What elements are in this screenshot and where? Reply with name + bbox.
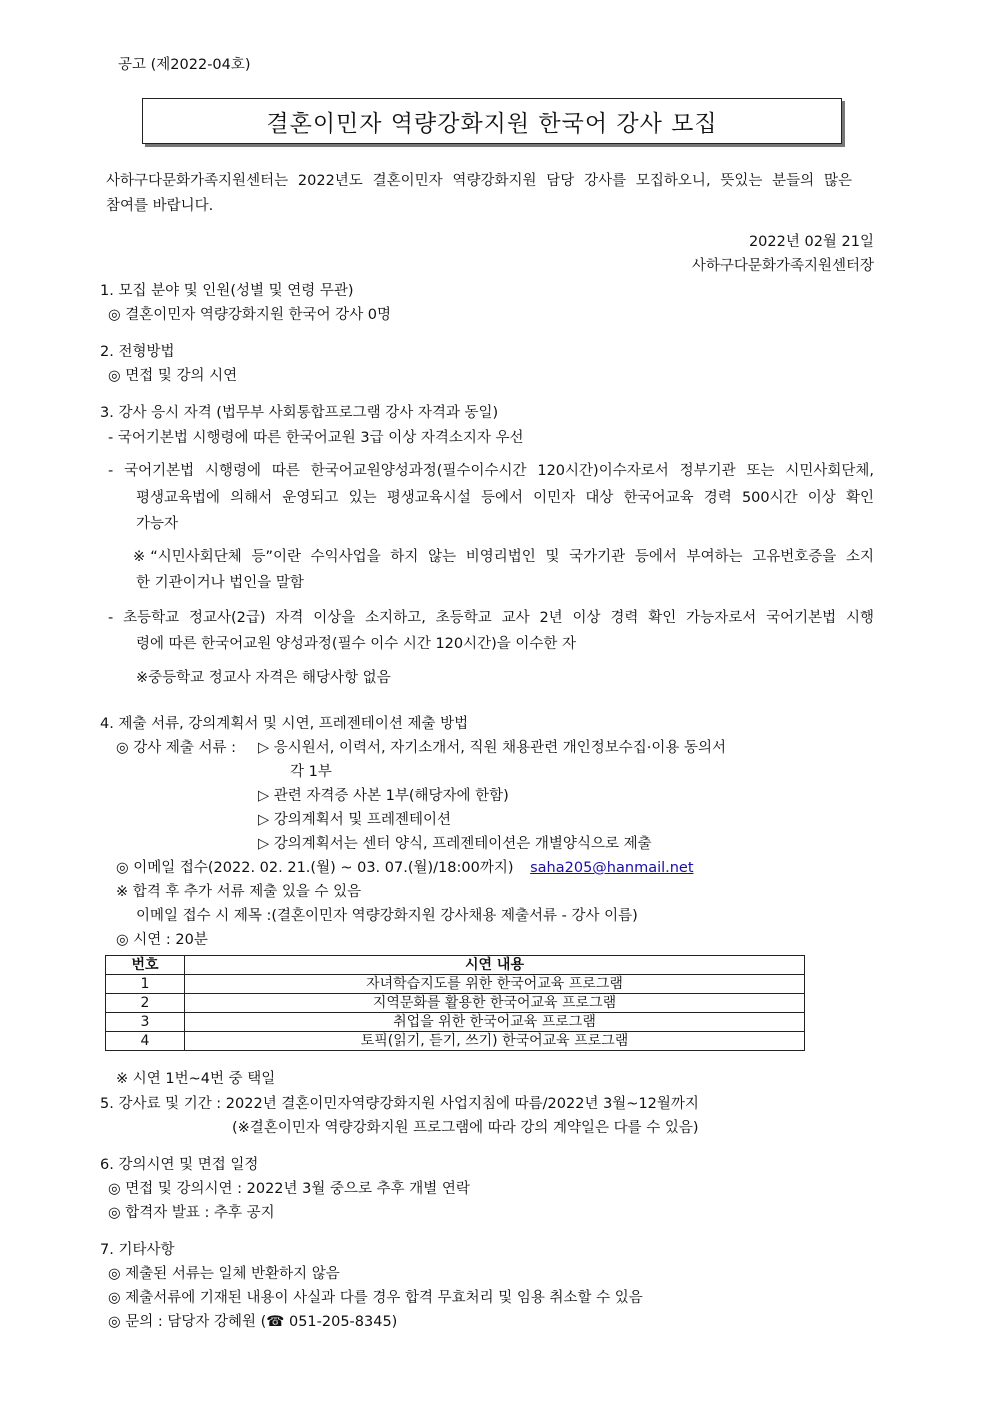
email-submission-text: ◎ 이메일 접수(2022. 02. 21.(월) ~ 03. 07.(월)/18:00까지) [116,860,514,876]
table-cell-content: 지역문화를 활용한 한국어교육 프로그램 [185,994,805,1013]
table-cell-content: 토픽(읽기, 듣기, 쓰기) 한국어교육 프로그램 [185,1032,805,1051]
section1-heading: 1. 모집 분야 및 인원(성별 및 연령 무관) [100,283,354,299]
intro-line-1: 사하구다문화가족지원센터는 2022년도 결혼이민자 역량강화지원 담당 강사를 모집하오니, 뜻있는 분들의 많은 [106,173,852,189]
title-box [142,98,842,144]
section2-item: ◎ 면접 및 강의 시연 [108,368,238,384]
section7-item2: ◎ 제출서류에 기재된 내용이 사실과 다를 경우 합격 무효처리 및 임용 취소할 수 있음 [108,1290,643,1306]
section3-item1: - 국어기본법 시행령에 따른 한국어교원 3급 이상 자격소지자 우선 [108,430,524,446]
table-header-number: 번호 [106,956,185,975]
table-cell-number: 1 [106,975,185,994]
section3-note2: ※중등학교 정교사 자격은 해당사항 없음 [136,670,391,686]
section3-item2-line2: 평생교육법에 의해서 운영되고 있는 평생교육시설 등에서 이민자 대상 한국어교육 경력 500시간 이상 확인 [136,490,874,506]
section3-item3-line1: - 초등학교 정교사(2급) 자격 이상을 소지하고, 초등학교 교사 2년 이상 경력 확인 가능자로서 국어기본법 시행 [108,610,874,626]
section3-item2-line1: - 국어기본법 시행령에 따른 한국어교원양성과정(필수이수시간 120시간)이수자로서 정부기관 또는 시민사회단체, [108,463,874,479]
intro-line-2: 참여를 바랍니다. [106,198,214,214]
section7-heading: 7. 기타사항 [100,1242,175,1258]
section5-heading: 5. 강사료 및 기간 : 2022년 결혼이민자역량강화지원 사업지침에 따름/2022년 3월~12월까지 [100,1096,699,1112]
section7-item3: ◎ 문의 : 담당자 강혜원 (☎ 051-205-8345) [108,1314,398,1330]
doc-item-4: ▷ 강의계획서는 센터 양식, 프레젠테이션은 개별양식으로 제출 [258,836,652,852]
table-row [106,1013,805,1032]
table-row [106,975,805,994]
table-header-content: 시연 내용 [185,956,805,975]
section3-note1-line1: ※“시민사회단체 등”이란 수익사업을 하지 않는 비영리법인 및 국가기관 등에서 부여하는 고유번호증을 소지 [133,549,874,565]
table-row [106,1032,805,1051]
docs-label: ◎ 강사 제출 서류 : [116,740,237,756]
table-header-row [106,956,805,975]
doc-item-1-cont: 각 1부 [290,764,332,780]
section3-item2-line3: 가능자 [136,516,179,532]
demo-time: ◎ 시연 : 20분 [116,932,208,948]
table-cell-number: 3 [106,1013,185,1032]
notice-number: 공고 (제2022-04호) [118,57,251,73]
table-cell-content: 자녀학습지도를 위한 한국어교육 프로그램 [185,975,805,994]
section3-heading: 3. 강사 응시 자격 (법무부 사회통합프로그램 강사 자격과 동일) [100,405,499,421]
email-subject: 이메일 접수 시 제목 :(결혼이민자 역량강화지원 강사채용 제출서류 - 강사 이름) [136,908,638,924]
section6-item1: ◎ 면접 및 강의시연 : 2022년 3월 중으로 추후 개별 연락 [108,1181,470,1197]
section1-item: ◎ 결혼이민자 역량강화지원 한국어 강사 0명 [108,307,392,323]
doc-item-1: ▷ 응시원서, 이력서, 자기소개서, 직원 채용관련 개인정보수집·이용 동의서 [258,740,727,756]
table-cell-number: 2 [106,994,185,1013]
page-title: 결혼이민자 역량강화지원 한국어 강사 모집 [266,110,718,137]
issuer: 사하구다문화가족지원센터장 [691,258,874,274]
doc-item-3: ▷ 강의계획서 및 프레젠테이션 [258,812,452,828]
section2-heading: 2. 전형방법 [100,344,175,360]
table-row [106,994,805,1013]
choose-note: ※ 시연 1번~4번 중 택일 [116,1071,276,1087]
table-cell-content: 취업을 위한 한국어교육 프로그램 [185,1013,805,1032]
table-cell-number: 4 [106,1032,185,1051]
section6-item2: ◎ 합격자 발표 : 추후 공지 [108,1205,275,1221]
notice-date: 2022년 02월 21일 [748,234,874,250]
demo-table [105,955,805,1051]
section5-note: (※결혼이민자 역량강화지원 프로그램에 따라 강의 계약일은 다를 수 있음) [232,1120,699,1136]
email-submission [116,860,694,877]
section3-item3-line2: 령에 따른 한국어교원 양성과정(필수 이수 시간 120시간)을 이수한 자 [136,636,577,652]
section4-heading: 4. 제출 서류, 강의계획서 및 시연, 프레젠테이션 제출 방법 [100,716,469,732]
extra-docs-note: ※ 합격 후 추가 서류 제출 있을 수 있음 [116,884,362,900]
section6-heading: 6. 강의시연 및 면접 일정 [100,1157,259,1173]
section3-note1-line2: 한 기관이거나 법인을 말함 [136,575,304,591]
section7-item1: ◎ 제출된 서류는 일체 반환하지 않음 [108,1266,340,1282]
email-link[interactable]: saha205@hanmail.net [530,860,694,876]
doc-item-2: ▷ 관련 자격증 사본 1부(해당자에 한함) [258,788,509,804]
